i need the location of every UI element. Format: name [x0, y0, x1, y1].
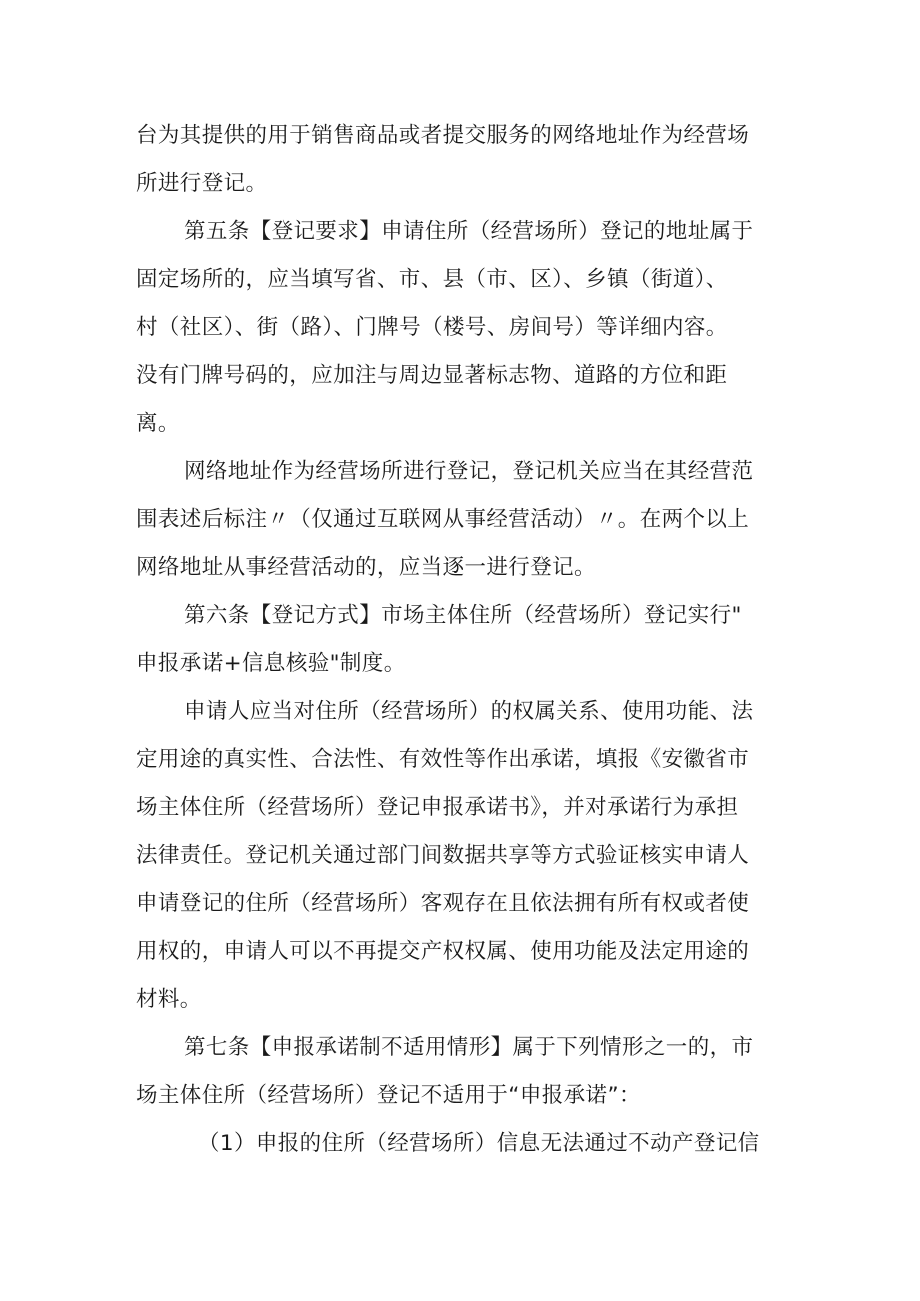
- text-line: 离。: [136, 411, 180, 436]
- article-7-heading-line: 第七条【申报承诺制不适用情形】属于下列情形之一的，市: [184, 1035, 754, 1060]
- article-6-heading-line: 第六条【登记方式】市场主体住所（经营场所）登记实行": [184, 603, 742, 628]
- text-line: 材料。: [136, 987, 202, 1012]
- text-line: 网络地址从事经营活动的，应当逐一进行登记。: [136, 555, 596, 580]
- text-line: 台为其提供的用于销售商品或者提交服务的网络地址作为经营场: [136, 123, 750, 148]
- text-line: 申请登记的住所（经营场所）客观存在且依法拥有所有权或者使: [136, 891, 750, 916]
- text-line: 固定场所的，应当填写省、市、县（市、区）、乡镇（街道）、: [136, 267, 728, 292]
- text-line: 所进行登记。: [136, 171, 268, 196]
- text-line: 围表述后标注〃（仅通过互联网从事经营活动）〃。在两个以上: [136, 507, 750, 532]
- text-line: 申报承诺+信息核验"制度。: [136, 651, 406, 676]
- list-item-1-line: （1）申报的住所（经营场所）信息无法通过不动产登记信: [198, 1131, 760, 1156]
- text-line: 没有门牌号码的，应加注与周边显著标志物、道路的方位和距: [136, 363, 728, 388]
- article-5-heading-line: 第五条【登记要求】申请住所（经营场所）登记的地址属于: [184, 219, 754, 244]
- paragraph-start-line: 申请人应当对住所（经营场所）的权属关系、使用功能、法: [184, 699, 754, 724]
- text-line: 定用途的真实性、合法性、有效性等作出承诺，填报《安徽省市: [136, 747, 750, 772]
- text-line: 用权的，申请人可以不再提交产权权属、使用功能及法定用途的: [136, 939, 750, 964]
- document-body: [136, 112, 790, 1168]
- paragraph-start-line: 网络地址作为经营场所进行登记，登记机关应当在其经营范: [184, 459, 754, 484]
- text-line: 场主体住所（经营场所）登记申报承诺书》，并对承诺行为承担: [136, 795, 739, 820]
- text-line: 场主体住所（经营场所）登记不适用于“申报承诺”：: [136, 1083, 641, 1108]
- text-line: 村（社区）、街（路）、门牌号（楼号、房间号）等详细内容。: [136, 315, 728, 340]
- text-line: 法律责任。登记机关通过部门间数据共享等方式验证核实申请人: [136, 843, 750, 868]
